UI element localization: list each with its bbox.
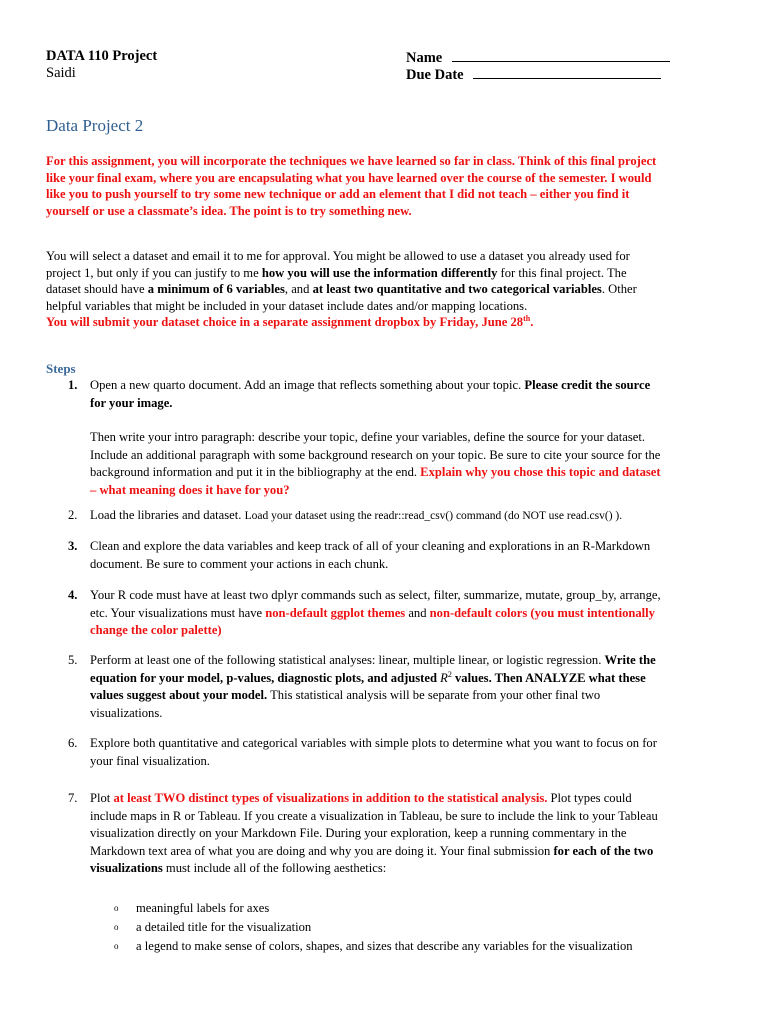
dataset-paragraph xyxy=(46,248,726,331)
due-date-blank-line xyxy=(473,65,661,79)
intro-line: like your final exam, where you are encapsulating what you have learned over the course of the semester. I would xyxy=(46,170,652,185)
dataset-line: project 1, but only if you can justify to me how you will use the information differently for this final project. The xyxy=(46,265,627,280)
bullet-circle-icon: o xyxy=(114,941,119,951)
due-date-label: Due Date xyxy=(406,67,464,83)
intro-line: like you to push yourself to try some new technique or add an element that I did not teach – either you find it xyxy=(46,187,630,201)
due-date-field xyxy=(406,65,661,84)
step-number: 5. xyxy=(68,653,78,667)
instructor-name: Saidi xyxy=(46,65,76,81)
dataset-line: dataset should have a minimum of 6 variables, and at least two quantitative and two categorical variables. Other xyxy=(46,282,637,296)
page-title: Data Project 2 xyxy=(46,116,144,135)
intro-line: For this assignment, you will incorporate the techniques we have learned so far in class. Think of this final project xyxy=(46,154,657,168)
step-number: 4. xyxy=(68,588,78,602)
dataset-deadline: You will submit your dataset choice in a separate assignment dropbox by Friday, June 28th. xyxy=(46,313,534,329)
bullet-circle-icon: o xyxy=(114,922,119,932)
name-label: Name xyxy=(406,50,443,66)
course-title: DATA 110 Project xyxy=(46,48,158,64)
step-number: 2. xyxy=(68,508,78,522)
intro-line: yourself or use a classmate’s idea. The point is to try something new. xyxy=(46,203,412,218)
bullet-circle-icon: o xyxy=(114,903,119,913)
intro-paragraph xyxy=(46,153,726,219)
step-number: 6. xyxy=(68,736,78,750)
dataset-line: You will select a dataset and email it to me for approval. You might be allowed to use a dataset you already used for xyxy=(46,249,630,263)
steps-heading: Steps xyxy=(46,361,76,376)
name-blank-line xyxy=(452,48,670,62)
dataset-line: helpful variables that might be included in your dataset include dates and/or mapping locations. xyxy=(46,298,528,313)
step-number: 3. xyxy=(68,539,78,553)
document-page: DATA 110 Project Saidi Name Due Date Data Project 2 For this assignment, you will incorporate the techniques we have learned so far in class. Think of this final project like your final exam, where you are encapsulating what you have learned over the course of the semester. I would like you to push yourself to try some new technique or add an element that I did not teach – either you find it yourself or use a classmate’s idea. The point is to try something new. You will select a dataset and email it to me for approval. You might be allowed to use a dataset you already used for project 1, but only if you can justify to me how you will use the information differently for this final project. The dataset should have a minimum of 6 variables, and at least two quantitative and two categorical variables. Other helpful variables that might be included in your dataset include dates and/or mapping locations. You will submit your dataset choice in a separate assignment dropbox by Friday, June 28th. Steps 1. Open a new quarto document. Add an image that reflects something about your topic. Please credit the source for your image. Then write your intro paragraph: describe your topic, define your variables, define the source for your dataset. Include an additional paragraph with some background research on your topic. Be sure to cite your source for the background information and put it in the bibliography at the end. Explain why you chose this topic and dataset – what meaning does it have for you? 2. Load the libraries and dataset. Load your dataset using the readr::read_csv() command (do NOT use read.csv() ). 3. Clean and explore the data variables and keep track of all of your cleaning and explorations in an R-Markdown document. Be sure to comment your actions in each chunk. 4. Your R code must have at least two dplyr commands such as select, filter, summarize, mutate, group_by, arrange, etc. Your visualizations must have non-default ggplot themes and non-default colors (you must intentionally change the color palette) 5. Perform at least one of the following statistical analyses: linear, multiple linear, or logistic regression. Write the equation for your model, p-values, diagnostic plots, and adjusted $R^2$ values. Then ANALYZE what these values suggest about your model. This statistical analysis will be separate from your other final two visualizations. 6. Explore both quantitative and categorical variables with simple plots to determine what you want to focus on for your final visualization. 7. Plot at least TWO distinct types of visualizations in addition to the statistical analysis. Plot types could include maps in R or Tableau. If you create a visualization in Tableau, be sure to include the link to your Tableau visualization directly on your Markdown File. During your exploration, keep a running commentary in the Markdown text area of what you are doing and why you are doing it. Your final submission for each of the two visualizations must include all of the following aesthetics: o meaningful labels for axes o a detailed title for the visualization o a legend to make sense of colors, shapes, and sizes that describe any variables for the visualization xyxy=(0,0,768,1024)
step-number: 1. xyxy=(68,378,78,392)
step-number: 7. xyxy=(68,791,78,805)
